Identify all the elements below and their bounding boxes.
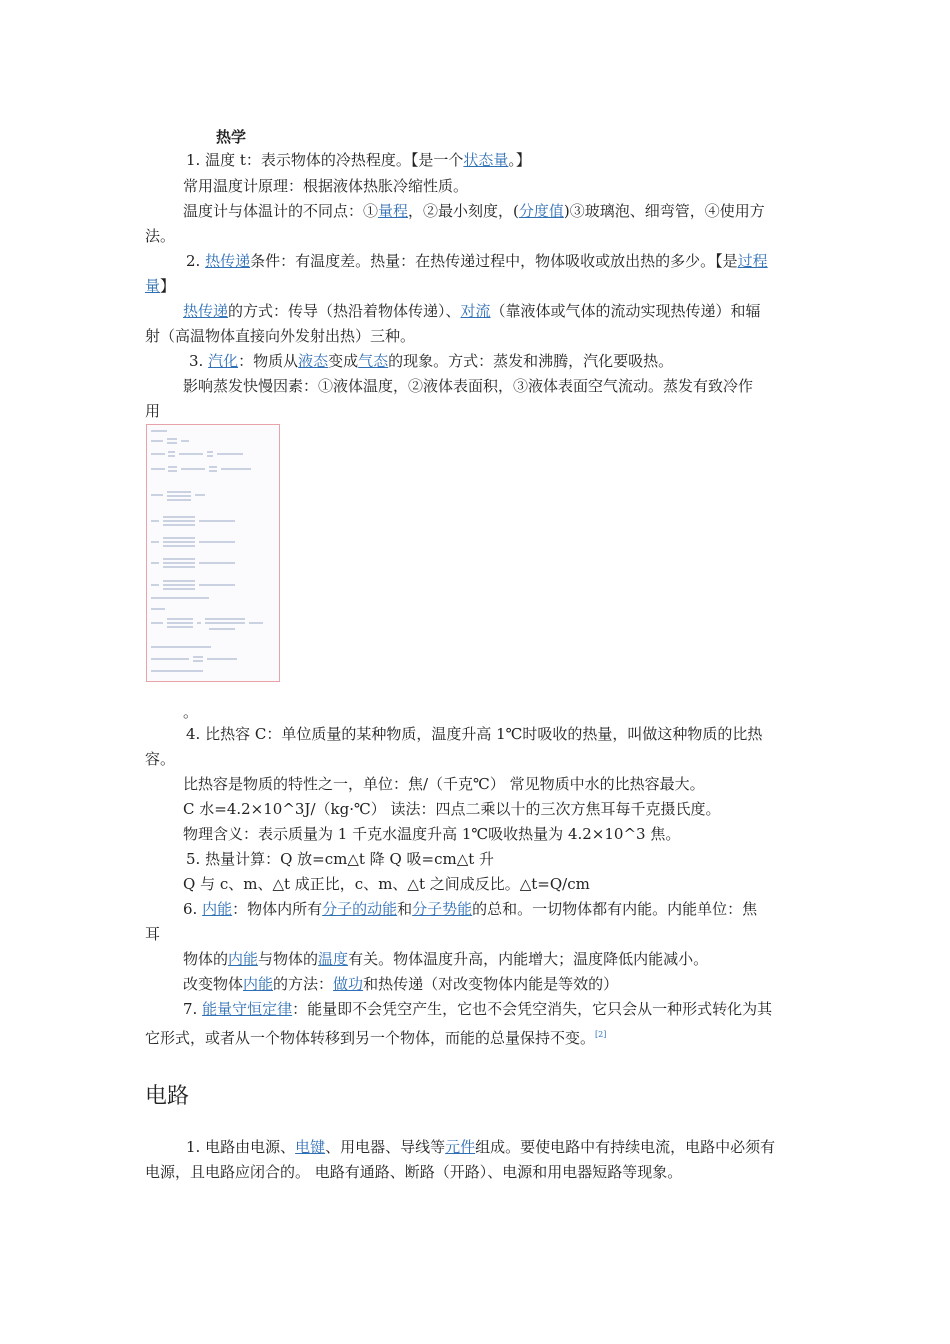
link-switch[interactable]: 电键 bbox=[295, 1138, 326, 1156]
link-process-quantity-2[interactable]: 量 bbox=[145, 277, 161, 295]
paragraph-continuation: 电源，且电路应闭合的。 电路有通路、断路（开路）、电源和用电器短路等现象。 bbox=[145, 1163, 683, 1181]
paragraph-specific-heat: 4. 比热容 C：单位质量的某种物质，温度升高 1℃时吸收的热量，叫做这种物质的比热 bbox=[186, 725, 763, 743]
paragraph-heat-calculation: 5. 热量计算：Q 放=cm△t 降 Q 吸=cm△t 升 bbox=[186, 850, 495, 868]
formula-scan-graphic bbox=[147, 425, 278, 680]
link-work[interactable]: 做功 bbox=[333, 975, 364, 993]
paragraph-vaporization: 3. 汽化：物质从液态变成气态的现象。方式：蒸发和沸腾，汽化要吸热。 bbox=[189, 352, 674, 370]
paragraph-physical-meaning: 物理含义：表示质量为 1 千克水温度升高 1℃吸收热量为 4.2×10^3 焦。 bbox=[183, 825, 681, 843]
link-convection[interactable]: 对流 bbox=[460, 302, 491, 320]
paragraph-thermometer-difference: 温度计与体温计的不同点：①量程，②最小刻度，(分度值)③玻璃泡、细弯管，④使用方 bbox=[183, 202, 765, 220]
paragraph-end-mark: 。 bbox=[183, 703, 199, 721]
paragraph-continuation: 用 bbox=[145, 402, 161, 420]
formula-solution-image bbox=[146, 424, 280, 682]
link-energy-conservation-law[interactable]: 能量守恒定律 bbox=[202, 1000, 293, 1018]
link-molecular-potential-energy[interactable]: 分子势能 bbox=[412, 900, 473, 918]
link-liquid-state[interactable]: 液态 bbox=[298, 352, 329, 370]
paragraph-transfer-methods: 热传递的方式：传导（热沿着物体传递）、对流（靠液体或气体的流动实现热传递）和辐 bbox=[183, 302, 761, 320]
paragraph-evaporation-factors: 影响蒸发快慢因素：①液体温度，②液体表面积，③液体表面空气流动。蒸发有致冷作 bbox=[183, 377, 754, 395]
paragraph-change-internal-energy: 改变物体内能的方法：做功和热传递（对改变物体内能是等效的） bbox=[183, 975, 619, 993]
paragraph-energy-conservation: 7. 能量守恒定律：能量即不会凭空产生，它也不会凭空消失，它只会从一种形式转化为其 bbox=[183, 1000, 773, 1018]
link-vaporization[interactable]: 汽化 bbox=[208, 352, 239, 370]
link-process-quantity[interactable]: 过程 bbox=[737, 252, 768, 270]
link-internal-energy-2[interactable]: 内能 bbox=[228, 950, 259, 968]
link-component[interactable]: 元件 bbox=[445, 1138, 476, 1156]
link-molecular-kinetic-energy[interactable]: 分子的动能 bbox=[322, 900, 398, 918]
paragraph-internal-energy: 6. 内能：物体内所有分子的动能和分子势能的总和。一切物体都有内能。内能单位：焦 bbox=[183, 900, 758, 918]
link-heat-transfer[interactable]: 热传递 bbox=[205, 252, 251, 270]
link-range[interactable]: 量程 bbox=[378, 202, 409, 220]
paragraph-continuation: 量】 bbox=[145, 277, 176, 295]
paragraph-continuation: 它形式，或者从一个物体转移到另一个物体，而能的总量保持不变。[2] bbox=[145, 1029, 607, 1047]
section-title-circuit: 电路 bbox=[145, 1084, 190, 1109]
paragraph-circuit-composition: 1. 电路由电源、电键、用电器、导线等元件组成。要使电路中有持续电流，电路中必须有 bbox=[186, 1138, 776, 1156]
paragraph-water-specific-heat: C 水=4.2×10^3J/（kg·℃） 读法：四点二乘以十的三次方焦耳每千克摄氏度。 bbox=[183, 800, 721, 818]
paragraph-specific-heat-unit: 比热容是物质的特性之一，单位：焦/（千克℃） 常见物质中水的比热容最大。 bbox=[183, 775, 705, 793]
paragraph-heat-transfer: 2. 热传递条件：有温度差。热量：在热传递过程中，物体吸收或放出热的多少。【是过程 bbox=[186, 252, 768, 270]
reference-link[interactable]: [2] bbox=[595, 1030, 607, 1039]
link-heat-transfer-2[interactable]: 热传递 bbox=[183, 302, 229, 320]
paragraph-proportionality: Q 与 c、m、△t 成正比，c、m、△t 之间成反比。△t=Q/cm bbox=[183, 875, 590, 893]
paragraph-continuation: 耳 bbox=[145, 925, 161, 943]
paragraph-continuation: 射（高温物体直接向外发射出热）三种。 bbox=[145, 327, 416, 345]
paragraph-thermometer-principle: 常用温度计原理：根据液体热胀冷缩性质。 bbox=[183, 177, 469, 195]
paragraph-continuation: 法。 bbox=[145, 227, 176, 245]
paragraph-internal-energy-temperature: 物体的内能与物体的温度有关。物体温度升高，内能增大；温度降低内能减小。 bbox=[183, 950, 709, 968]
link-state-quantity[interactable]: 状态量 bbox=[463, 151, 509, 169]
link-gas-state[interactable]: 气态 bbox=[358, 352, 389, 370]
link-division-value[interactable]: 分度值 bbox=[518, 202, 564, 220]
section-title-heat: 热学 bbox=[216, 128, 247, 146]
paragraph-temperature: 1. 温度 t：表示物体的冷热程度。【是一个状态量。】 bbox=[186, 151, 531, 169]
link-internal-energy[interactable]: 内能 bbox=[202, 900, 233, 918]
link-internal-energy-3[interactable]: 内能 bbox=[243, 975, 274, 993]
paragraph-continuation: 容。 bbox=[145, 750, 176, 768]
link-temperature[interactable]: 温度 bbox=[318, 950, 349, 968]
